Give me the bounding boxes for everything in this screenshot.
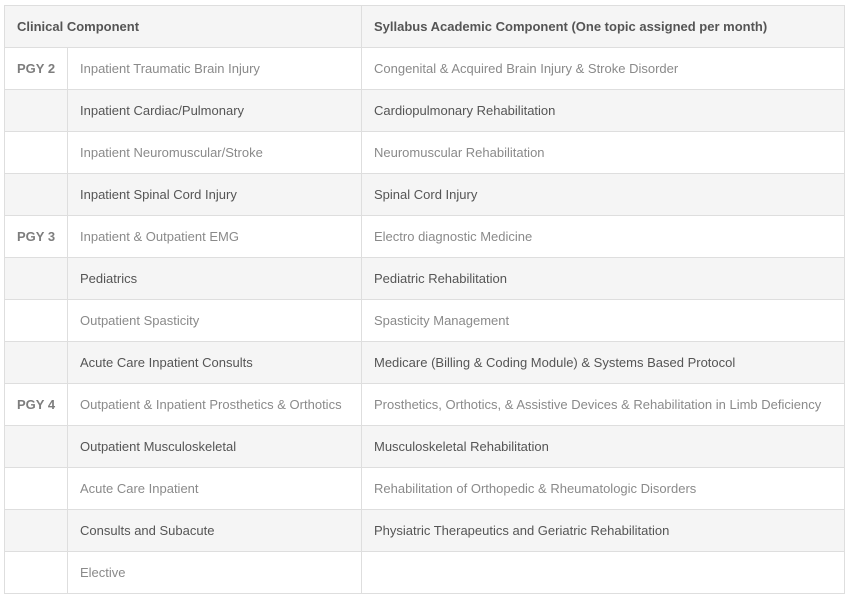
clinical-cell: Elective [68, 552, 362, 594]
table-row [5, 132, 845, 174]
year-cell [5, 300, 68, 342]
clinical-cell: Consults and Subacute [68, 510, 362, 552]
academic-cell: Musculoskeletal Rehabilitation [362, 426, 845, 468]
year-cell: PGY 2 [5, 48, 68, 90]
table-row [5, 552, 845, 594]
clinical-cell: Inpatient Cardiac/Pulmonary [68, 90, 362, 132]
academic-cell: Neuromuscular Rehabilitation [362, 132, 845, 174]
clinical-cell: Pediatrics [68, 258, 362, 300]
year-cell [5, 426, 68, 468]
clinical-cell: Inpatient Traumatic Brain Injury [68, 48, 362, 90]
table-row [5, 258, 845, 300]
clinical-cell: Acute Care Inpatient [68, 468, 362, 510]
header-clinical-component: Clinical Component [5, 6, 362, 48]
academic-cell: Electro diagnostic Medicine [362, 216, 845, 258]
table-row [5, 174, 845, 216]
clinical-cell: Acute Care Inpatient Consults [68, 342, 362, 384]
table-row [5, 384, 845, 426]
academic-cell: Pediatric Rehabilitation [362, 258, 845, 300]
academic-cell: Medicare (Billing & Coding Module) & Systems Based Protocol [362, 342, 845, 384]
table-row [5, 426, 845, 468]
table-row [5, 300, 845, 342]
year-cell [5, 258, 68, 300]
academic-cell: Prosthetics, Orthotics, & Assistive Devices & Rehabilitation in Limb Deficiency [362, 384, 845, 426]
header-academic-component: Syllabus Academic Component (One topic assigned per month) [362, 6, 845, 48]
table-row [5, 216, 845, 258]
year-cell [5, 132, 68, 174]
year-cell [5, 90, 68, 132]
clinical-cell: Outpatient Spasticity [68, 300, 362, 342]
year-cell [5, 468, 68, 510]
curriculum-table [4, 5, 845, 594]
year-cell [5, 342, 68, 384]
year-cell [5, 510, 68, 552]
academic-cell: Physiatric Therapeutics and Geriatric Rehabilitation [362, 510, 845, 552]
clinical-cell: Outpatient Musculoskeletal [68, 426, 362, 468]
year-cell [5, 174, 68, 216]
academic-cell: Rehabilitation of Orthopedic & Rheumatologic Disorders [362, 468, 845, 510]
clinical-cell: Outpatient & Inpatient Prosthetics & Orthotics [68, 384, 362, 426]
table-row [5, 342, 845, 384]
year-cell: PGY 3 [5, 216, 68, 258]
header-row [5, 6, 845, 48]
clinical-cell: Inpatient Spinal Cord Injury [68, 174, 362, 216]
academic-cell: Congenital & Acquired Brain Injury & Stroke Disorder [362, 48, 845, 90]
academic-cell: Spinal Cord Injury [362, 174, 845, 216]
year-cell: PGY 4 [5, 384, 68, 426]
academic-cell: Cardiopulmonary Rehabilitation [362, 90, 845, 132]
clinical-cell: Inpatient & Outpatient EMG [68, 216, 362, 258]
table-row [5, 90, 845, 132]
table-row [5, 468, 845, 510]
clinical-cell: Inpatient Neuromuscular/Stroke [68, 132, 362, 174]
year-cell [5, 552, 68, 594]
table-row [5, 48, 845, 90]
academic-cell [362, 552, 845, 594]
table-row [5, 510, 845, 552]
academic-cell: Spasticity Management [362, 300, 845, 342]
